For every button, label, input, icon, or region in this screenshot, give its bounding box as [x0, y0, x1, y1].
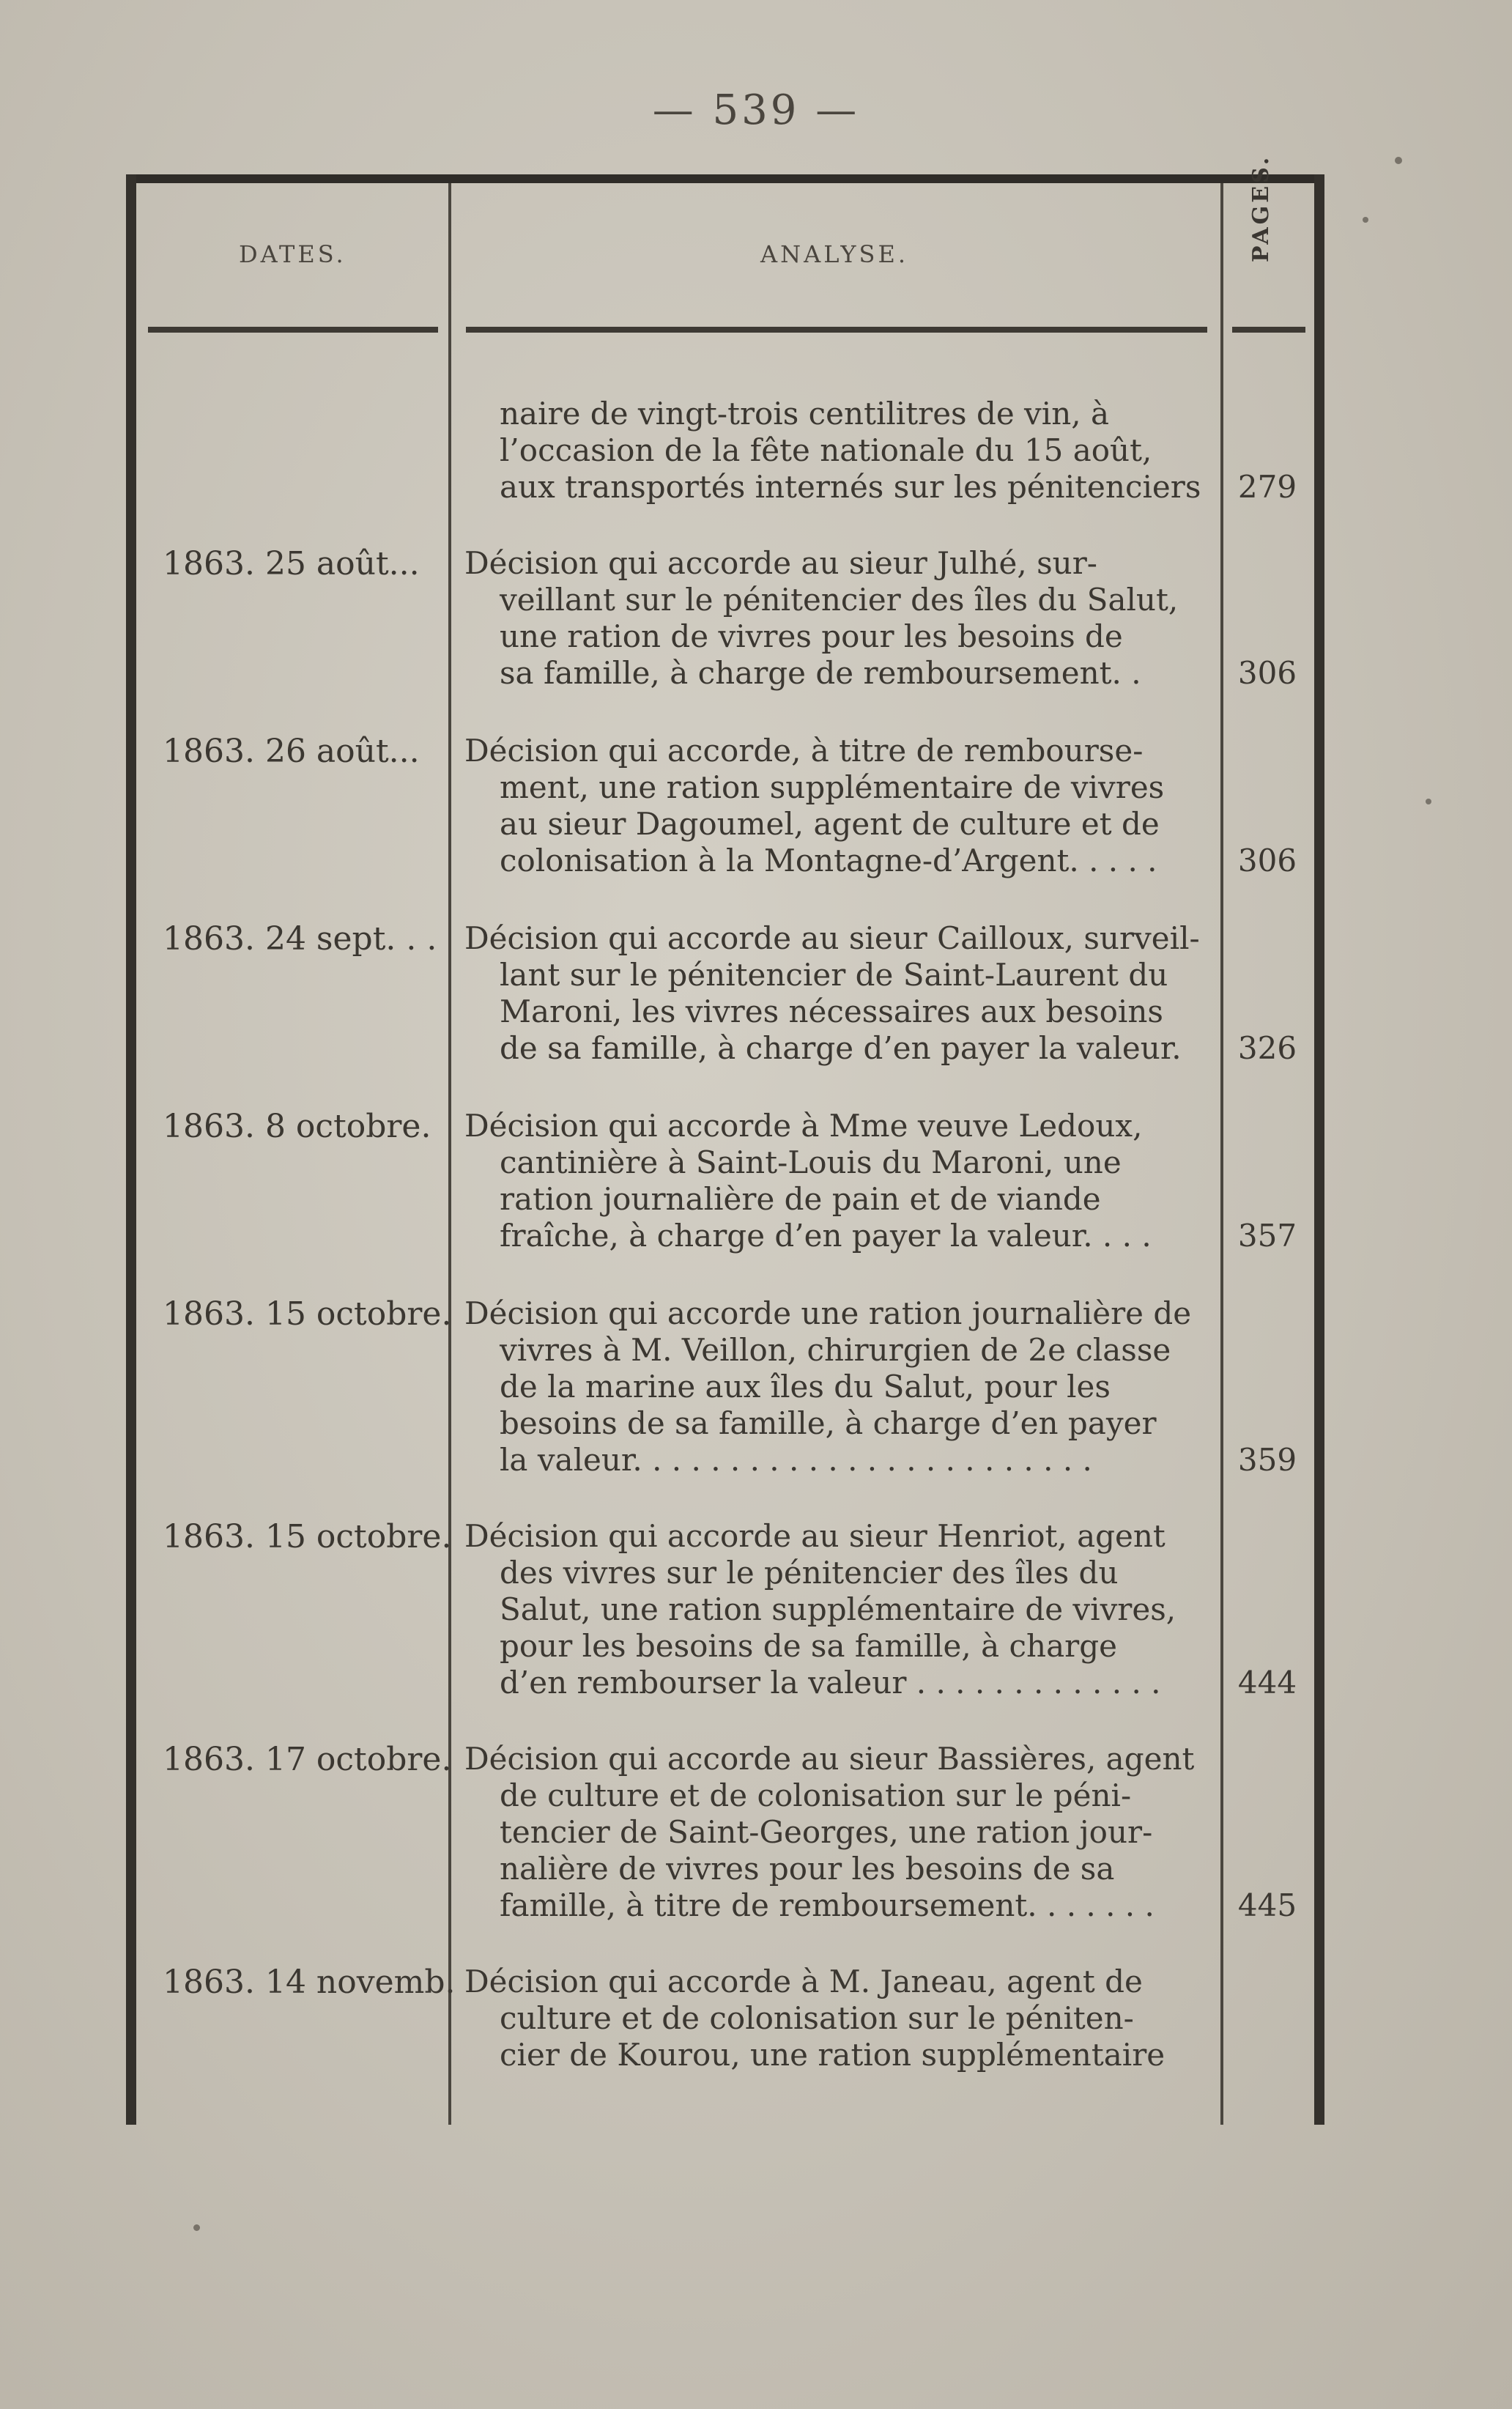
row-line: veillant sur le pénitencier des îles du Salut,	[500, 582, 1179, 618]
row-analyse	[464, 1295, 1218, 1479]
row-line: fraîche, à charge d’en payer la valeur. . . .	[500, 1218, 1152, 1254]
row-line: Décision qui accorde au sieur Julhé, sur-	[464, 545, 1097, 581]
ink-speck	[193, 2224, 200, 2231]
row-line: Décision qui accorde à M. Janeau, agent de	[464, 1964, 1143, 1999]
row-page: 326	[1237, 1030, 1297, 1066]
row-line: Salut, une ration supplémentaire de vivres,	[500, 1591, 1176, 1627]
row-page: 445	[1237, 1887, 1297, 1923]
row-line: sa famille, à charge de remboursement. .	[500, 655, 1141, 691]
table-rows	[126, 174, 1324, 2125]
row-page: 359	[1237, 1442, 1297, 1478]
row-line: besoins de sa famille, à charge d’en payer	[500, 1405, 1157, 1441]
row-line: l’occasion de la fête nationale du 15 août,	[500, 432, 1152, 468]
row-date: 1863. 15 octobre.	[163, 1295, 452, 1333]
row-line: cier de Kourou, une ration supplémentaire	[500, 2037, 1166, 2073]
row-analyse	[464, 1518, 1218, 1701]
row-line: tencier de Saint-Georges, une ration jour-	[500, 1814, 1153, 1850]
row-line: famille, à titre de remboursement. . . . . . .	[500, 1887, 1155, 1923]
row-analyse	[464, 1964, 1218, 2073]
row-line: colonisation à la Montagne-d’Argent. . . . .	[500, 843, 1157, 878]
row-line: des vivres sur le pénitencier des îles du	[500, 1555, 1119, 1591]
row-line: nalière de vivres pour les besoins de sa	[500, 1851, 1115, 1887]
row-analyse	[464, 920, 1218, 1067]
row-page: 306	[1237, 655, 1297, 691]
row-line: aux transportés internés sur les pénitenciers	[500, 469, 1201, 505]
row-line: Décision qui accorde au sieur Cailloux, surveil-	[464, 920, 1200, 956]
page-number: — 539 —	[652, 86, 860, 134]
row-line: naire de vingt-trois centilitres de vin, à	[500, 396, 1110, 432]
row-line: ration journalière de pain et de viande	[500, 1181, 1101, 1217]
row-line: d’en rembourser la valeur . . . . . . . . . . . . .	[500, 1665, 1161, 1701]
row-line: au sieur Dagoumel, agent de culture et de	[500, 806, 1160, 842]
row-analyse	[464, 545, 1218, 692]
row-page: 306	[1237, 843, 1297, 878]
row-line: vivres à M. Veillon, chirurgien de 2e classe	[500, 1332, 1171, 1368]
column-header-pages: PAGES.	[1248, 154, 1274, 262]
column-header-dates: DATES.	[239, 240, 346, 268]
ink-speck	[1426, 799, 1431, 804]
row-line: Décision qui accorde au sieur Henriot, agent	[464, 1518, 1166, 1554]
row-page: 279	[1237, 469, 1297, 505]
row-line: cantinière à Saint-Louis du Maroni, une	[500, 1144, 1122, 1180]
row-date: 1863. 15 octobre.	[163, 1518, 452, 1555]
row-line: une ration de vivres pour les besoins de	[500, 618, 1123, 654]
row-line: ment, une ration supplémentaire de vivres	[500, 769, 1165, 805]
row-line: de culture et de colonisation sur le péni-	[500, 1777, 1132, 1813]
row-line: Maroni, les vivres nécessaires aux besoins	[500, 993, 1163, 1029]
row-date: 1863. 8 octobre.	[163, 1108, 431, 1145]
row-date: 1863. 26 août...	[163, 733, 420, 770]
row-line: Décision qui accorde une ration journalière de	[464, 1295, 1192, 1331]
row-line: Décision qui accorde au sieur Bassières, agent	[464, 1741, 1195, 1777]
row-analyse	[464, 1108, 1218, 1254]
row-line: de sa famille, à charge d’en payer la valeur.	[500, 1030, 1182, 1066]
row-line: culture et de colonisation sur le péniten-	[500, 2000, 1134, 2036]
index-table	[126, 154, 1324, 2125]
ink-speck	[1363, 217, 1368, 223]
ink-speck	[1395, 157, 1402, 164]
row-date: 1863. 25 août...	[163, 545, 420, 582]
row-line: lant sur le pénitencier de Saint-Laurent du	[500, 957, 1168, 993]
row-line: Décision qui accorde à Mme veuve Ledoux,	[464, 1108, 1143, 1144]
row-line: pour les besoins de sa famille, à charge	[500, 1628, 1117, 1664]
row-page: 444	[1237, 1665, 1297, 1701]
row-date: 1863. 14 novemb.	[163, 1964, 456, 2001]
row-line: la valeur. . . . . . . . . . . . . . . . . . . . . . . .	[500, 1442, 1092, 1478]
row-line: Décision qui accorde, à titre de rembourse-	[464, 733, 1144, 769]
row-analyse	[464, 1741, 1218, 1924]
row-analyse	[464, 733, 1218, 879]
row-page: 357	[1237, 1218, 1297, 1254]
row-date: 1863. 24 sept. . .	[163, 920, 437, 958]
row-analyse	[464, 396, 1218, 506]
row-line: de la marine aux îles du Salut, pour les	[500, 1369, 1111, 1405]
column-header-analyse: ANALYSE.	[760, 240, 908, 268]
row-date: 1863. 17 octobre.	[163, 1741, 452, 1778]
